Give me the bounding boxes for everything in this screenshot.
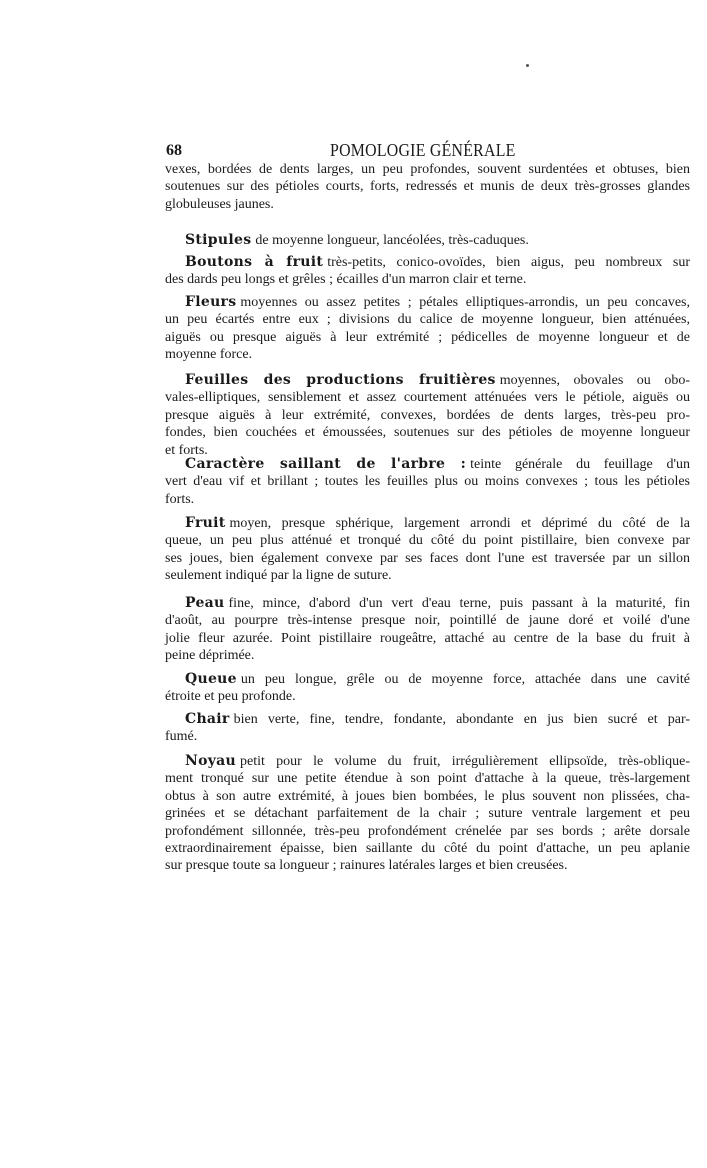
section-term: Stipules: [185, 232, 252, 248]
line-text: seulement indiqué par la ligne de suture.: [165, 568, 392, 584]
section-term: Caractère saillant de l'arbre :: [185, 456, 467, 472]
text-line: [165, 329, 690, 346]
line-text: queue, un peu plus atténué et tronqué du côté du point pistillaire, bien convexe par: [165, 533, 690, 549]
line-text: d'août, au pourpre très-intense presque noir, pointillé de jaune doré et voilé d'une: [165, 613, 690, 629]
text-line: [165, 840, 690, 857]
line-text: bien verte, fine, tendre, fondante, abondante en jus bien sucré et par-: [233, 712, 690, 727]
line-text: fine, mince, d'abord d'un vert d'eau terne, puis passant à la maturité, fin: [228, 596, 690, 611]
text-line: [165, 595, 690, 612]
paragraph-fruit: [165, 515, 690, 585]
text-line: [165, 389, 690, 406]
text-line: [165, 550, 690, 567]
text-line: [165, 372, 690, 389]
text-line: [165, 612, 690, 629]
text-line: [165, 346, 690, 363]
line-text: vexes, bordées de dents larges, un peu profondes, souvent surdentées et obtuses, bien: [165, 162, 690, 177]
section-term: Feuilles des productions fruitières: [185, 372, 496, 388]
text-line: [165, 630, 690, 647]
line-text: étroite et peu profonde.: [165, 689, 296, 705]
line-text: fumé.: [165, 729, 198, 745]
text-line: [165, 196, 690, 213]
line-text: un peu écartés entre eux ; divisions du calice de moyenne longueur, bien atténuées,: [165, 312, 690, 328]
line-text: jolie fleur azurée. Point pistillaire rougeâtre, attaché au centre de la base du fruit à: [165, 630, 690, 646]
line-text: vert d'eau vif et brillant ; toutes les feuilles plus ou moins convexes ; tous les pétioles: [165, 474, 690, 490]
text-line: [165, 532, 690, 549]
line-text: globuleuses jaunes.: [165, 196, 274, 212]
line-text: moyenne force.: [165, 347, 253, 363]
line-text: aiguës ou presque aiguës à leur extrémité ; pédicelles de moyenne longueur et de: [165, 329, 690, 345]
text-line: [165, 728, 690, 745]
text-line: [165, 805, 690, 822]
text-line: [165, 671, 690, 688]
line-text: ment tronqué sur une petite étendue à son point d'attache à la queue, très-largement: [165, 771, 690, 787]
paragraph-feuilles-productions: [165, 372, 690, 459]
section-term: Chair: [185, 711, 230, 727]
text-line: [165, 770, 690, 787]
line-text: de moyenne longueur, lancéolées, très-caduques.: [255, 233, 529, 248]
line-text: grinées et se détachant parfaitement de la chair ; suture ventrale largement et peu: [165, 806, 690, 822]
line-text: des dards peu longs et grêles ; écailles d'un marron clair et terne.: [165, 272, 527, 288]
line-text: extraordinairement épaisse, bien saillante du côté du point d'attache, un peu aplanie: [165, 840, 690, 856]
section-term: Boutons à fruit: [185, 254, 324, 270]
paragraph-noyau: [165, 753, 690, 875]
line-text: moyennes, obovales ou obo-: [499, 373, 690, 388]
paragraph-caractere-saillant: [165, 456, 690, 508]
paragraph-chair: [165, 711, 690, 746]
section-term: Fleurs: [185, 294, 237, 310]
line-text: peine déprimée.: [165, 648, 255, 664]
paper-speck: [526, 64, 529, 67]
text-line: [165, 311, 690, 328]
section-term: Noyau: [185, 753, 237, 769]
text-line: [165, 424, 690, 441]
line-text: très-petits, conico-ovoïdes, bien aigus, peu nombreux sur: [327, 255, 691, 270]
text-line: [165, 647, 690, 664]
text-line: [165, 688, 690, 705]
line-text: ses joues, bien également convexe par ses faces dont l'une est traversée par un sillon: [165, 550, 690, 566]
paragraph-continuation: [165, 161, 690, 213]
text-line: [165, 271, 690, 288]
text-line: [165, 178, 690, 195]
line-text: presque aiguës à leur extrémité, convexes, bordées de dents larges, très-peu pro-: [165, 407, 690, 423]
line-text: petit pour le volume du fruit, irrégulièrement ellipsoïde, très-oblique-: [240, 754, 690, 769]
section-term: Peau: [185, 595, 225, 611]
page-number: 68: [166, 142, 182, 159]
line-text: moyen, presque sphérique, largement arrondi et déprimé du côté de la: [229, 516, 690, 531]
text-line: [165, 515, 690, 532]
line-text: soutenues sur des pétioles courts, forts, redressés et munis de deux très-grosses glandes: [165, 179, 690, 195]
paragraph-stipules: [165, 232, 690, 249]
paragraph-boutons-a-fruit: [165, 254, 690, 289]
paragraph-fleurs: [165, 294, 690, 364]
line-text: obtus à son autre extrémité, à joues bien bombées, le plus souvent non plissées, cha-: [165, 788, 690, 804]
line-text: et forts.: [165, 442, 208, 458]
text-line: [165, 456, 690, 473]
line-text: moyennes ou assez petites ; pétales elliptiques-arrondis, un peu concaves,: [240, 295, 690, 310]
text-line: [165, 857, 690, 874]
line-text: profondément sillonnée, très-peu profondément crénelée par ses bords ; arête dorsale: [165, 823, 690, 839]
line-text: un peu longue, grêle ou de moyenne force, attachée dans une cavité: [240, 672, 690, 687]
text-line: [165, 711, 690, 728]
text-line: [165, 407, 690, 424]
text-line: [165, 232, 690, 249]
text-line: [165, 161, 690, 178]
paragraph-peau: [165, 595, 690, 665]
section-term: Fruit: [185, 515, 226, 531]
text-line: [165, 567, 690, 584]
line-text: forts.: [165, 491, 195, 507]
line-text: vales-elliptiques, sensiblement et assez courtement atténuées vers le pétiole, aiguës ou: [165, 390, 690, 406]
text-line: [165, 473, 690, 490]
text-line: [165, 753, 690, 770]
text-line: [165, 823, 690, 840]
line-text: fondes, bien couchées et émoussées, soutenues sur des pétioles de moyenne longueur: [165, 425, 690, 441]
text-line: [165, 254, 690, 271]
text-line: [165, 294, 690, 311]
paragraph-queue: [165, 671, 690, 706]
running-head: POMOLOGIE GÉNÉRALE: [330, 140, 516, 160]
line-text: teinte générale du feuillage d'un: [470, 457, 690, 472]
section-term: Queue: [185, 671, 237, 687]
text-line: [165, 491, 690, 508]
text-line: [165, 788, 690, 805]
line-text: sur presque toute sa longueur ; rainures latérales larges et bien creusées.: [165, 858, 568, 874]
